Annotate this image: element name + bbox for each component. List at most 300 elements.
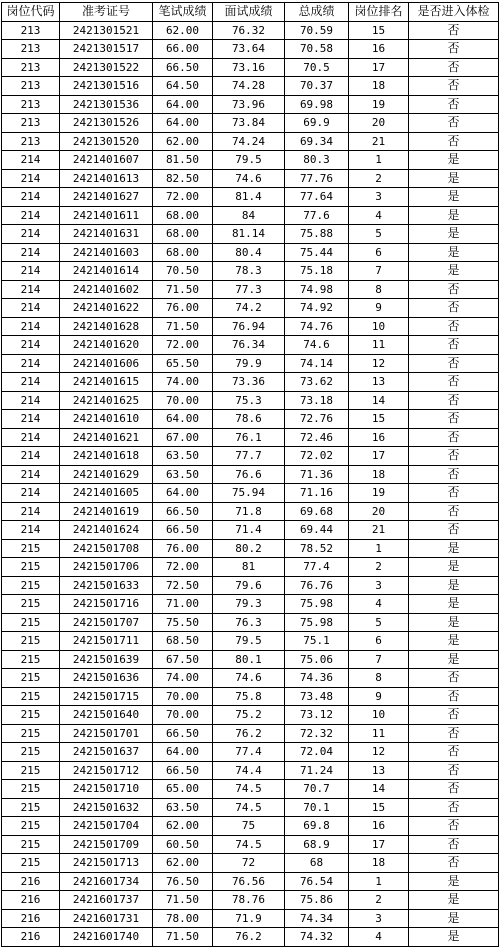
interview-score-cell: 73.96 (213, 95, 285, 114)
table-row (2, 780, 499, 799)
position-code-cell: 213 (2, 77, 60, 96)
exam-number-cell: 2421601734 (60, 872, 153, 891)
total-score-cell: 74.76 (285, 317, 349, 336)
written-score-cell: 63.50 (153, 447, 213, 466)
interview-score-cell: 76.6 (213, 465, 285, 484)
table-row (2, 650, 499, 669)
total-score-cell: 75.18 (285, 262, 349, 281)
exam-number-cell: 2421301517 (60, 40, 153, 59)
results-sheet (1, 2, 499, 947)
written-score-cell: 62.00 (153, 21, 213, 40)
table-row (2, 21, 499, 40)
physical-exam-cell: 是 (409, 928, 499, 947)
exam-number-cell: 2421401603 (60, 243, 153, 262)
total-score-cell: 72.76 (285, 410, 349, 429)
written-score-cell: 66.00 (153, 40, 213, 59)
position-code-cell: 215 (2, 743, 60, 762)
table-row (2, 576, 499, 595)
rank-cell: 18 (349, 77, 409, 96)
exam-number-cell: 2421401611 (60, 206, 153, 225)
table-row (2, 854, 499, 873)
physical-exam-cell: 是 (409, 262, 499, 281)
table-row (2, 706, 499, 725)
written-score-cell: 66.50 (153, 58, 213, 77)
exam-number-cell: 2421501712 (60, 761, 153, 780)
table-row (2, 354, 499, 373)
written-score-cell: 81.50 (153, 151, 213, 170)
rank-cell: 21 (349, 132, 409, 151)
exam-number-cell: 2421401607 (60, 151, 153, 170)
position-code-cell: 216 (2, 872, 60, 891)
physical-exam-cell: 是 (409, 909, 499, 928)
interview-score-cell: 71.4 (213, 521, 285, 540)
written-score-cell: 72.50 (153, 576, 213, 595)
physical-exam-cell: 否 (409, 132, 499, 151)
rank-cell: 7 (349, 262, 409, 281)
physical-exam-cell: 是 (409, 188, 499, 207)
total-score-cell: 70.37 (285, 77, 349, 96)
exam-number-cell: 2421501639 (60, 650, 153, 669)
exam-number-cell: 2421401620 (60, 336, 153, 355)
interview-score-cell: 76.94 (213, 317, 285, 336)
table-row (2, 280, 499, 299)
interview-score-cell: 79.6 (213, 576, 285, 595)
written-score-cell: 65.50 (153, 354, 213, 373)
table-row (2, 632, 499, 651)
total-score-cell: 74.92 (285, 299, 349, 318)
exam-number-cell: 2421301536 (60, 95, 153, 114)
interview-score-cell: 81.4 (213, 188, 285, 207)
physical-exam-cell: 否 (409, 761, 499, 780)
table-row (2, 299, 499, 318)
exam-number-cell: 2421501709 (60, 835, 153, 854)
rank-cell: 1 (349, 539, 409, 558)
rank-cell: 2 (349, 891, 409, 910)
rank-cell: 15 (349, 410, 409, 429)
total-score-cell: 68 (285, 854, 349, 873)
written-score-cell: 64.50 (153, 77, 213, 96)
physical-exam-cell: 否 (409, 521, 499, 540)
exam-number-cell: 2421401622 (60, 299, 153, 318)
table-row (2, 77, 499, 96)
exam-number-cell: 2421601740 (60, 928, 153, 947)
written-score-cell: 65.00 (153, 780, 213, 799)
total-score-cell: 70.59 (285, 21, 349, 40)
interview-score-cell: 76.2 (213, 928, 285, 947)
exam-number-cell: 2421401629 (60, 465, 153, 484)
written-score-cell: 72.00 (153, 188, 213, 207)
interview-score-cell: 77.3 (213, 280, 285, 299)
rank-cell: 5 (349, 613, 409, 632)
exam-number-cell: 2421401621 (60, 428, 153, 447)
interview-score-cell: 74.6 (213, 169, 285, 188)
exam-number-cell: 2421301520 (60, 132, 153, 151)
rank-cell: 8 (349, 669, 409, 688)
total-score-cell: 77.4 (285, 558, 349, 577)
table-row (2, 817, 499, 836)
rank-cell: 18 (349, 854, 409, 873)
rank-cell: 12 (349, 354, 409, 373)
physical-exam-cell: 否 (409, 835, 499, 854)
physical-exam-cell: 否 (409, 817, 499, 836)
position-code-cell: 214 (2, 410, 60, 429)
written-score-cell: 64.00 (153, 743, 213, 762)
physical-exam-cell: 是 (409, 576, 499, 595)
table-row (2, 58, 499, 77)
exam-number-cell: 2421501637 (60, 743, 153, 762)
written-score-cell: 68.00 (153, 225, 213, 244)
table-row (2, 169, 499, 188)
physical-exam-cell: 否 (409, 391, 499, 410)
table-row (2, 428, 499, 447)
interview-score-cell: 76.3 (213, 613, 285, 632)
results-table (1, 2, 499, 947)
total-score-cell: 70.58 (285, 40, 349, 59)
written-score-cell: 71.50 (153, 317, 213, 336)
physical-exam-cell: 是 (409, 650, 499, 669)
written-score-cell: 66.50 (153, 502, 213, 521)
exam-number-cell: 2421301526 (60, 114, 153, 133)
rank-cell: 17 (349, 835, 409, 854)
physical-exam-cell: 否 (409, 502, 499, 521)
total-score-cell: 71.16 (285, 484, 349, 503)
written-score-cell: 70.00 (153, 706, 213, 725)
interview-score-cell: 75.3 (213, 391, 285, 410)
exam-number-cell: 2421501708 (60, 539, 153, 558)
physical-exam-cell: 否 (409, 317, 499, 336)
table-row (2, 798, 499, 817)
position-code-cell: 214 (2, 484, 60, 503)
rank-cell: 3 (349, 909, 409, 928)
table-row (2, 835, 499, 854)
physical-exam-cell: 否 (409, 40, 499, 59)
interview-score-cell: 76.56 (213, 872, 285, 891)
written-score-cell: 66.50 (153, 761, 213, 780)
interview-score-cell: 78.6 (213, 410, 285, 429)
physical-exam-cell: 否 (409, 336, 499, 355)
rank-cell: 6 (349, 243, 409, 262)
interview-score-cell: 73.16 (213, 58, 285, 77)
interview-score-cell: 74.5 (213, 835, 285, 854)
physical-exam-cell: 否 (409, 465, 499, 484)
position-code-cell: 215 (2, 835, 60, 854)
physical-exam-cell: 否 (409, 447, 499, 466)
exam-number-cell: 2421401619 (60, 502, 153, 521)
total-score-cell: 75.44 (285, 243, 349, 262)
physical-exam-cell: 否 (409, 280, 499, 299)
exam-number-cell: 2421601731 (60, 909, 153, 928)
header-physical-exam: 是否进入体检 (409, 3, 499, 22)
written-score-cell: 74.00 (153, 669, 213, 688)
exam-number-cell: 2421601737 (60, 891, 153, 910)
rank-cell: 19 (349, 95, 409, 114)
written-score-cell: 62.00 (153, 132, 213, 151)
interview-score-cell: 81 (213, 558, 285, 577)
position-code-cell: 215 (2, 706, 60, 725)
total-score-cell: 69.44 (285, 521, 349, 540)
rank-cell: 14 (349, 780, 409, 799)
exam-number-cell: 2421401602 (60, 280, 153, 299)
rank-cell: 17 (349, 447, 409, 466)
exam-number-cell: 2421401606 (60, 354, 153, 373)
position-code-cell: 215 (2, 761, 60, 780)
table-row (2, 317, 499, 336)
table-row (2, 40, 499, 59)
table-row (2, 206, 499, 225)
position-code-cell: 214 (2, 206, 60, 225)
table-row (2, 872, 499, 891)
position-code-cell: 214 (2, 243, 60, 262)
position-code-cell: 215 (2, 595, 60, 614)
total-score-cell: 75.86 (285, 891, 349, 910)
table-row (2, 95, 499, 114)
interview-score-cell: 78.76 (213, 891, 285, 910)
table-row (2, 114, 499, 133)
exam-number-cell: 2421401615 (60, 373, 153, 392)
table-row (2, 761, 499, 780)
interview-score-cell: 77.4 (213, 743, 285, 762)
total-score-cell: 77.64 (285, 188, 349, 207)
position-code-cell: 215 (2, 558, 60, 577)
physical-exam-cell: 否 (409, 58, 499, 77)
physical-exam-cell: 否 (409, 687, 499, 706)
total-score-cell: 77.6 (285, 206, 349, 225)
rank-cell: 17 (349, 58, 409, 77)
rank-cell: 10 (349, 317, 409, 336)
written-score-cell: 70.50 (153, 262, 213, 281)
position-code-cell: 214 (2, 299, 60, 318)
exam-number-cell: 2421401610 (60, 410, 153, 429)
total-score-cell: 70.1 (285, 798, 349, 817)
interview-score-cell: 73.84 (213, 114, 285, 133)
position-code-cell: 214 (2, 169, 60, 188)
total-score-cell: 78.52 (285, 539, 349, 558)
total-score-cell: 75.98 (285, 595, 349, 614)
physical-exam-cell: 否 (409, 484, 499, 503)
rank-cell: 15 (349, 21, 409, 40)
position-code-cell: 215 (2, 687, 60, 706)
interview-score-cell: 80.1 (213, 650, 285, 669)
table-row (2, 891, 499, 910)
position-code-cell: 215 (2, 669, 60, 688)
interview-score-cell: 74.6 (213, 669, 285, 688)
position-code-cell: 213 (2, 40, 60, 59)
total-score-cell: 68.9 (285, 835, 349, 854)
interview-score-cell: 74.2 (213, 299, 285, 318)
interview-score-cell: 75.94 (213, 484, 285, 503)
table-row (2, 724, 499, 743)
position-code-cell: 215 (2, 724, 60, 743)
table-row (2, 262, 499, 281)
written-score-cell: 68.50 (153, 632, 213, 651)
rank-cell: 3 (349, 576, 409, 595)
rank-cell: 4 (349, 206, 409, 225)
written-score-cell: 63.50 (153, 798, 213, 817)
rank-cell: 12 (349, 743, 409, 762)
exam-number-cell: 2421501633 (60, 576, 153, 595)
header-row (2, 3, 499, 22)
physical-exam-cell: 否 (409, 798, 499, 817)
table-row (2, 558, 499, 577)
written-score-cell: 82.50 (153, 169, 213, 188)
interview-score-cell: 76.1 (213, 428, 285, 447)
total-score-cell: 72.04 (285, 743, 349, 762)
total-score-cell: 69.98 (285, 95, 349, 114)
written-score-cell: 71.50 (153, 280, 213, 299)
table-row (2, 132, 499, 151)
written-score-cell: 72.00 (153, 558, 213, 577)
table-row (2, 373, 499, 392)
position-code-cell: 216 (2, 891, 60, 910)
table-row (2, 539, 499, 558)
position-code-cell: 213 (2, 21, 60, 40)
exam-number-cell: 2421401631 (60, 225, 153, 244)
written-score-cell: 71.50 (153, 928, 213, 947)
interview-score-cell: 76.2 (213, 724, 285, 743)
physical-exam-cell: 否 (409, 780, 499, 799)
physical-exam-cell: 是 (409, 632, 499, 651)
total-score-cell: 74.98 (285, 280, 349, 299)
written-score-cell: 64.00 (153, 484, 213, 503)
table-row (2, 521, 499, 540)
position-code-cell: 214 (2, 225, 60, 244)
exam-number-cell: 2421301516 (60, 77, 153, 96)
total-score-cell: 75.06 (285, 650, 349, 669)
position-code-cell: 216 (2, 928, 60, 947)
table-row (2, 447, 499, 466)
position-code-cell: 213 (2, 95, 60, 114)
position-code-cell: 215 (2, 613, 60, 632)
position-code-cell: 213 (2, 114, 60, 133)
table-row (2, 243, 499, 262)
written-score-cell: 71.50 (153, 891, 213, 910)
rank-cell: 16 (349, 817, 409, 836)
interview-score-cell: 76.32 (213, 21, 285, 40)
rank-cell: 6 (349, 632, 409, 651)
exam-number-cell: 2421301522 (60, 58, 153, 77)
exam-number-cell: 2421501711 (60, 632, 153, 651)
physical-exam-cell: 是 (409, 225, 499, 244)
interview-score-cell: 79.5 (213, 151, 285, 170)
physical-exam-cell: 否 (409, 373, 499, 392)
header-position-rank: 岗位排名 (349, 3, 409, 22)
total-score-cell: 74.14 (285, 354, 349, 373)
exam-number-cell: 2421501636 (60, 669, 153, 688)
interview-score-cell: 71.8 (213, 502, 285, 521)
position-code-cell: 214 (2, 521, 60, 540)
physical-exam-cell: 是 (409, 539, 499, 558)
header-total-score: 总成绩 (285, 3, 349, 22)
rank-cell: 20 (349, 502, 409, 521)
written-score-cell: 72.00 (153, 336, 213, 355)
written-score-cell: 75.50 (153, 613, 213, 632)
physical-exam-cell: 否 (409, 743, 499, 762)
table-row (2, 151, 499, 170)
total-score-cell: 72.02 (285, 447, 349, 466)
written-score-cell: 63.50 (153, 465, 213, 484)
written-score-cell: 78.00 (153, 909, 213, 928)
written-score-cell: 76.00 (153, 299, 213, 318)
physical-exam-cell: 是 (409, 151, 499, 170)
total-score-cell: 73.12 (285, 706, 349, 725)
exam-number-cell: 2421501713 (60, 854, 153, 873)
position-code-cell: 214 (2, 188, 60, 207)
table-row (2, 502, 499, 521)
interview-score-cell: 73.36 (213, 373, 285, 392)
table-row (2, 613, 499, 632)
position-code-cell: 216 (2, 909, 60, 928)
table-row (2, 484, 499, 503)
written-score-cell: 64.00 (153, 95, 213, 114)
physical-exam-cell: 否 (409, 724, 499, 743)
rank-cell: 9 (349, 687, 409, 706)
position-code-cell: 215 (2, 817, 60, 836)
total-score-cell: 74.34 (285, 909, 349, 928)
exam-number-cell: 2421401624 (60, 521, 153, 540)
total-score-cell: 69.8 (285, 817, 349, 836)
rank-cell: 1 (349, 872, 409, 891)
interview-score-cell: 74.5 (213, 780, 285, 799)
written-score-cell: 60.50 (153, 835, 213, 854)
table-row (2, 928, 499, 947)
total-score-cell: 73.48 (285, 687, 349, 706)
position-code-cell: 215 (2, 650, 60, 669)
exam-number-cell: 2421501710 (60, 780, 153, 799)
table-body (2, 21, 499, 946)
written-score-cell: 66.50 (153, 521, 213, 540)
written-score-cell: 62.00 (153, 817, 213, 836)
total-score-cell: 69.9 (285, 114, 349, 133)
exam-number-cell: 2421501640 (60, 706, 153, 725)
interview-score-cell: 78.3 (213, 262, 285, 281)
exam-number-cell: 2421401618 (60, 447, 153, 466)
total-score-cell: 76.54 (285, 872, 349, 891)
interview-score-cell: 75.8 (213, 687, 285, 706)
physical-exam-cell: 是 (409, 891, 499, 910)
exam-number-cell: 2421501701 (60, 724, 153, 743)
interview-score-cell: 84 (213, 206, 285, 225)
header-exam-number: 准考证号 (60, 3, 153, 22)
total-score-cell: 75.98 (285, 613, 349, 632)
exam-number-cell: 2421501716 (60, 595, 153, 614)
total-score-cell: 76.76 (285, 576, 349, 595)
rank-cell: 4 (349, 595, 409, 614)
rank-cell: 2 (349, 169, 409, 188)
table-row (2, 687, 499, 706)
total-score-cell: 75.88 (285, 225, 349, 244)
rank-cell: 13 (349, 761, 409, 780)
physical-exam-cell: 是 (409, 206, 499, 225)
written-score-cell: 68.00 (153, 243, 213, 262)
rank-cell: 16 (349, 428, 409, 447)
total-score-cell: 69.68 (285, 502, 349, 521)
interview-score-cell: 71.9 (213, 909, 285, 928)
written-score-cell: 62.00 (153, 854, 213, 873)
exam-number-cell: 2421501706 (60, 558, 153, 577)
rank-cell: 7 (349, 650, 409, 669)
header-interview-score: 面试成绩 (213, 3, 285, 22)
total-score-cell: 75.1 (285, 632, 349, 651)
table-row (2, 743, 499, 762)
exam-number-cell: 2421501707 (60, 613, 153, 632)
interview-score-cell: 75 (213, 817, 285, 836)
exam-number-cell: 2421401628 (60, 317, 153, 336)
table-row (2, 225, 499, 244)
exam-number-cell: 2421401605 (60, 484, 153, 503)
position-code-cell: 214 (2, 391, 60, 410)
total-score-cell: 73.18 (285, 391, 349, 410)
physical-exam-cell: 否 (409, 854, 499, 873)
